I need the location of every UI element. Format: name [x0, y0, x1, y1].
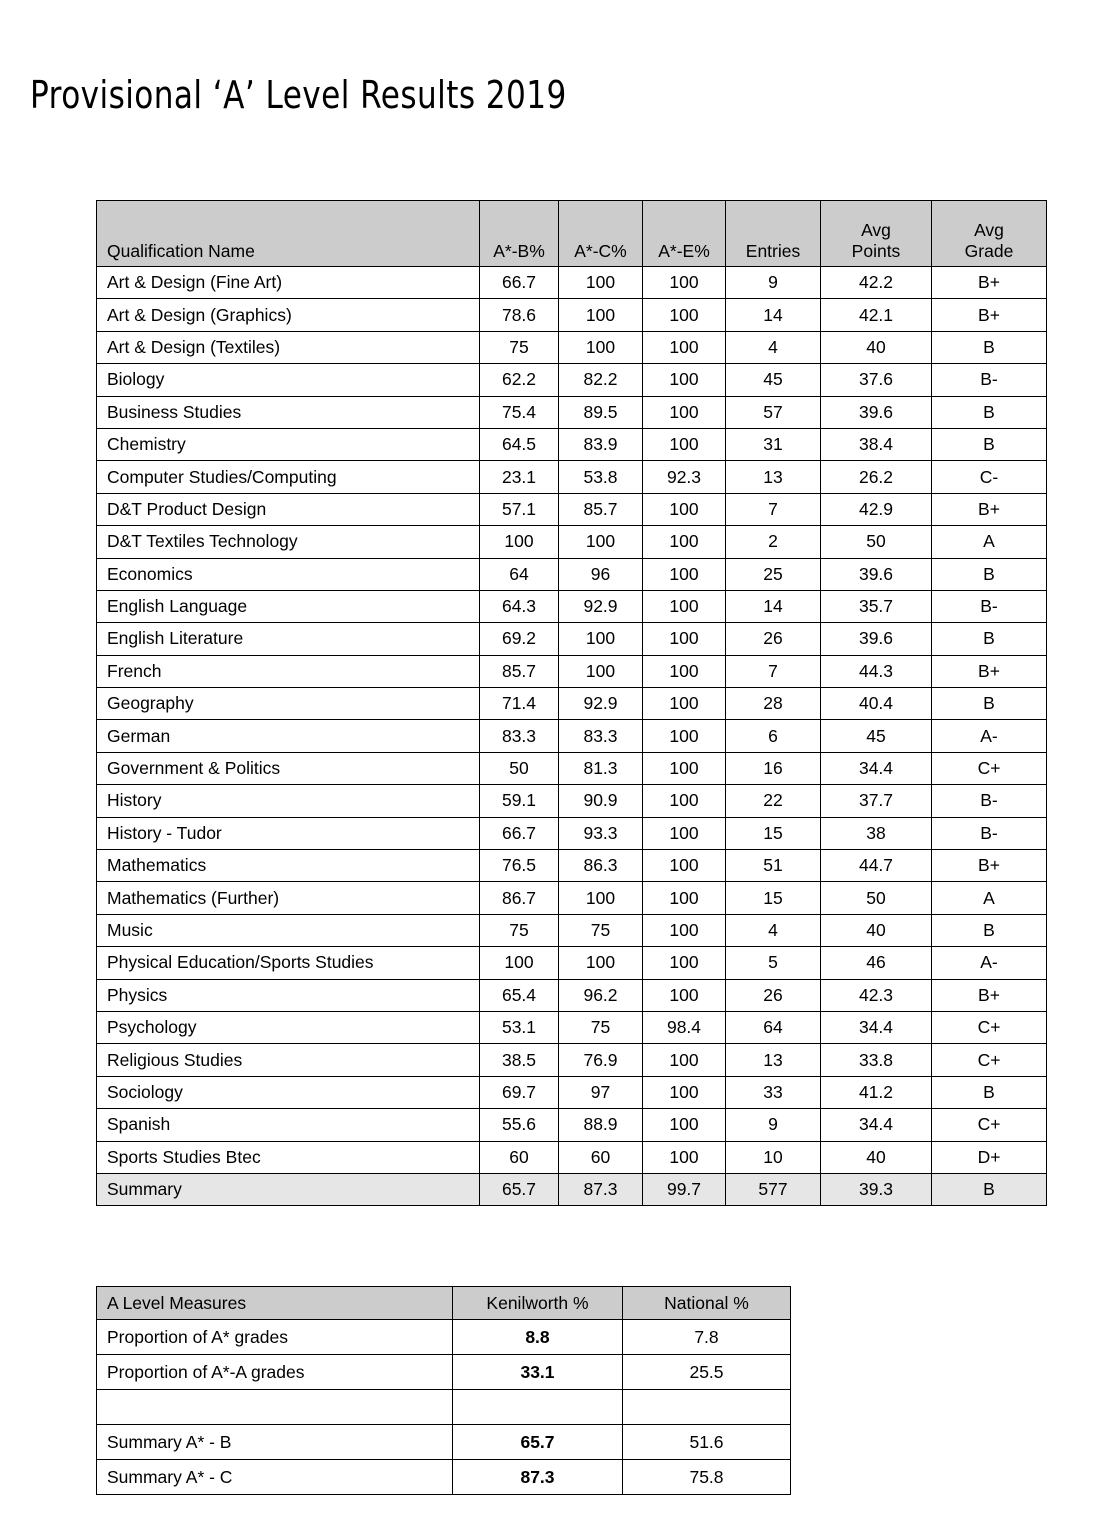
- cell-a-star-c-percent: 97: [559, 1076, 643, 1108]
- cell-qualification-name: Business Studies: [97, 396, 480, 428]
- cell-entries: 7: [726, 493, 821, 525]
- cell-qualification-name: Mathematics (Further): [97, 882, 480, 914]
- table-row: [97, 331, 1047, 363]
- table-row: [97, 1011, 1047, 1043]
- cell-entries: 9: [726, 1109, 821, 1141]
- table-row: [97, 1044, 1047, 1076]
- cell-entries: 6: [726, 720, 821, 752]
- cell-a-star-b-percent: 100: [480, 526, 559, 558]
- cell-entries: 4: [726, 331, 821, 363]
- cell-entries: 64: [726, 1011, 821, 1043]
- table-row: [97, 688, 1047, 720]
- cell-avg-grade: A: [932, 526, 1047, 558]
- column-header-a-star-e-percent: A*-E%: [643, 201, 726, 267]
- cell-measure-name: [97, 1390, 453, 1425]
- cell-a-star-e-percent: 100: [643, 364, 726, 396]
- cell-entries: 51: [726, 850, 821, 882]
- cell-a-star-c-percent: 90.9: [559, 785, 643, 817]
- cell-a-star-e-percent: 100: [643, 396, 726, 428]
- table-row: [97, 461, 1047, 493]
- cell-kenilworth-value: 87.3: [453, 1460, 623, 1495]
- cell-a-star-b-percent: 23.1: [480, 461, 559, 493]
- cell-avg-grade: C+: [932, 1011, 1047, 1043]
- cell-qualification-name: Biology: [97, 364, 480, 396]
- table-row: [97, 1355, 791, 1390]
- table-row: [97, 1425, 791, 1460]
- cell-qualification-name: Mathematics: [97, 850, 480, 882]
- cell-a-star-e-percent: 100: [643, 1044, 726, 1076]
- column-header-avg-points: [821, 201, 932, 267]
- table-row: [97, 396, 1047, 428]
- table-row: [97, 1076, 1047, 1108]
- cell-qualification-name: Physics: [97, 979, 480, 1011]
- cell-qualification-name: Art & Design (Fine Art): [97, 267, 480, 299]
- cell-entries: 4: [726, 914, 821, 946]
- cell-avg-points: 44.7: [821, 850, 932, 882]
- cell-a-star-b-percent: 60: [480, 1141, 559, 1173]
- cell-kenilworth-value: [453, 1390, 623, 1425]
- cell-avg-points: 44.3: [821, 655, 932, 687]
- cell-a-star-c-percent: 88.9: [559, 1109, 643, 1141]
- cell-avg-grade: B+: [932, 979, 1047, 1011]
- cell-avg-grade: C+: [932, 1109, 1047, 1141]
- cell-avg-grade: C-: [932, 461, 1047, 493]
- cell-qualification-name: History: [97, 785, 480, 817]
- table-row: [97, 526, 1047, 558]
- cell-a-star-e-percent: 100: [643, 428, 726, 460]
- cell-entries: 14: [726, 299, 821, 331]
- cell-avg-grade: B-: [932, 817, 1047, 849]
- cell-qualification-name: D&T Product Design: [97, 493, 480, 525]
- cell-entries: 15: [726, 817, 821, 849]
- cell-a-star-e-percent: 100: [643, 1109, 726, 1141]
- table-row: [97, 979, 1047, 1011]
- cell-a-star-c-percent: 100: [559, 655, 643, 687]
- table-row: [97, 623, 1047, 655]
- cell-avg-grade: B: [932, 558, 1047, 590]
- cell-a-star-c-percent: 100: [559, 882, 643, 914]
- cell-avg-grade: B: [932, 1173, 1047, 1205]
- cell-entries: 15: [726, 882, 821, 914]
- cell-a-star-e-percent: 100: [643, 590, 726, 622]
- cell-avg-points: 39.3: [821, 1173, 932, 1205]
- cell-entries: 13: [726, 1044, 821, 1076]
- cell-avg-grade: B+: [932, 299, 1047, 331]
- column-header-a-star-b-percent: A*-B%: [480, 201, 559, 267]
- cell-a-star-b-percent: 83.3: [480, 720, 559, 752]
- cell-a-star-e-percent: 100: [643, 493, 726, 525]
- cell-avg-grade: B-: [932, 364, 1047, 396]
- cell-a-star-e-percent: 100: [643, 882, 726, 914]
- cell-entries: 14: [726, 590, 821, 622]
- cell-a-star-c-percent: 75: [559, 914, 643, 946]
- cell-avg-grade: B: [932, 1076, 1047, 1108]
- cell-qualification-name: Sports Studies Btec: [97, 1141, 480, 1173]
- cell-a-star-e-percent: 100: [643, 947, 726, 979]
- cell-a-star-b-percent: 50: [480, 752, 559, 784]
- cell-a-star-b-percent: 64.3: [480, 590, 559, 622]
- table-row: [97, 558, 1047, 590]
- cell-a-star-b-percent: 66.7: [480, 817, 559, 849]
- table-row: [97, 267, 1047, 299]
- cell-avg-points: 42.2: [821, 267, 932, 299]
- cell-entries: 57: [726, 396, 821, 428]
- cell-a-star-c-percent: 86.3: [559, 850, 643, 882]
- cell-a-star-b-percent: 53.1: [480, 1011, 559, 1043]
- cell-kenilworth-value: 33.1: [453, 1355, 623, 1390]
- cell-national-value: 51.6: [623, 1425, 791, 1460]
- cell-a-star-b-percent: 65.4: [480, 979, 559, 1011]
- cell-entries: 16: [726, 752, 821, 784]
- cell-qualification-name: Chemistry: [97, 428, 480, 460]
- table-row: [97, 720, 1047, 752]
- table-row: [97, 428, 1047, 460]
- cell-a-star-b-percent: 100: [480, 947, 559, 979]
- cell-qualification-name: Religious Studies: [97, 1044, 480, 1076]
- cell-a-star-c-percent: 83.9: [559, 428, 643, 460]
- cell-entries: 22: [726, 785, 821, 817]
- cell-entries: 5: [726, 947, 821, 979]
- cell-entries: 33: [726, 1076, 821, 1108]
- cell-qualification-name: Spanish: [97, 1109, 480, 1141]
- cell-avg-grade: B: [932, 623, 1047, 655]
- table-row: [97, 299, 1047, 331]
- cell-avg-grade: B: [932, 428, 1047, 460]
- cell-qualification-name: Geography: [97, 688, 480, 720]
- cell-a-star-c-percent: 93.3: [559, 817, 643, 849]
- cell-a-star-e-percent: 100: [643, 785, 726, 817]
- column-header-kenilworth-percent: Kenilworth %: [453, 1287, 623, 1320]
- cell-qualification-name: German: [97, 720, 480, 752]
- cell-national-value: 25.5: [623, 1355, 791, 1390]
- table-row: [97, 947, 1047, 979]
- cell-avg-grade: B+: [932, 267, 1047, 299]
- cell-kenilworth-value: 65.7: [453, 1425, 623, 1460]
- cell-qualification-name: Computer Studies/Computing: [97, 461, 480, 493]
- cell-avg-points: 42.9: [821, 493, 932, 525]
- measures-spacer-row: [97, 1390, 791, 1425]
- cell-a-star-b-percent: 69.2: [480, 623, 559, 655]
- cell-avg-grade: B-: [932, 590, 1047, 622]
- cell-a-star-e-percent: 92.3: [643, 461, 726, 493]
- column-header-entries: Entries: [726, 201, 821, 267]
- table-row: [97, 1109, 1047, 1141]
- cell-avg-points: 42.1: [821, 299, 932, 331]
- table-row: [97, 1141, 1047, 1173]
- cell-a-star-e-percent: 100: [643, 752, 726, 784]
- cell-avg-points: 45: [821, 720, 932, 752]
- cell-a-star-c-percent: 100: [559, 331, 643, 363]
- cell-avg-grade: B: [932, 396, 1047, 428]
- cell-a-star-c-percent: 96.2: [559, 979, 643, 1011]
- avg-points-line-1: Avg: [861, 220, 891, 240]
- cell-a-star-c-percent: 76.9: [559, 1044, 643, 1076]
- cell-avg-points: 38.4: [821, 428, 932, 460]
- cell-kenilworth-value: 8.8: [453, 1320, 623, 1355]
- cell-qualification-name: Art & Design (Textiles): [97, 331, 480, 363]
- cell-a-star-b-percent: 75: [480, 331, 559, 363]
- cell-avg-points: 50: [821, 882, 932, 914]
- cell-avg-points: 34.4: [821, 752, 932, 784]
- cell-avg-points: 33.8: [821, 1044, 932, 1076]
- cell-avg-grade: C+: [932, 1044, 1047, 1076]
- cell-a-star-b-percent: 71.4: [480, 688, 559, 720]
- cell-a-star-b-percent: 75.4: [480, 396, 559, 428]
- measures-header-row: [97, 1287, 791, 1320]
- cell-a-star-b-percent: 55.6: [480, 1109, 559, 1141]
- cell-qualification-name: English Literature: [97, 623, 480, 655]
- column-header-qualification-name: Qualification Name: [97, 201, 480, 267]
- cell-avg-points: 40.4: [821, 688, 932, 720]
- cell-avg-points: 39.6: [821, 558, 932, 590]
- column-header-a-star-c-percent: A*-C%: [559, 201, 643, 267]
- cell-a-star-b-percent: 86.7: [480, 882, 559, 914]
- cell-avg-points: 26.2: [821, 461, 932, 493]
- table-row: [97, 590, 1047, 622]
- cell-entries: 9: [726, 267, 821, 299]
- cell-a-star-b-percent: 64.5: [480, 428, 559, 460]
- cell-avg-points: 40: [821, 914, 932, 946]
- table-row: [97, 493, 1047, 525]
- cell-a-star-c-percent: 87.3: [559, 1173, 643, 1205]
- cell-a-star-e-percent: 100: [643, 526, 726, 558]
- cell-a-star-c-percent: 100: [559, 623, 643, 655]
- cell-a-star-c-percent: 100: [559, 947, 643, 979]
- cell-qualification-name: Sociology: [97, 1076, 480, 1108]
- cell-qualification-name: History - Tudor: [97, 817, 480, 849]
- cell-a-star-b-percent: 59.1: [480, 785, 559, 817]
- table-row: [97, 914, 1047, 946]
- cell-entries: 25: [726, 558, 821, 590]
- cell-avg-points: 40: [821, 1141, 932, 1173]
- cell-avg-grade: B+: [932, 850, 1047, 882]
- a-level-measures-table: [96, 1286, 791, 1495]
- cell-entries: 45: [726, 364, 821, 396]
- cell-avg-grade: A-: [932, 947, 1047, 979]
- cell-a-star-c-percent: 60: [559, 1141, 643, 1173]
- cell-a-star-b-percent: 57.1: [480, 493, 559, 525]
- cell-a-star-c-percent: 96: [559, 558, 643, 590]
- cell-a-star-c-percent: 81.3: [559, 752, 643, 784]
- cell-a-star-c-percent: 92.9: [559, 688, 643, 720]
- cell-avg-points: 38: [821, 817, 932, 849]
- cell-a-star-b-percent: 78.6: [480, 299, 559, 331]
- cell-a-star-e-percent: 100: [643, 720, 726, 752]
- cell-a-star-b-percent: 75: [480, 914, 559, 946]
- cell-entries: 2: [726, 526, 821, 558]
- cell-avg-grade: D+: [932, 1141, 1047, 1173]
- cell-avg-grade: B: [932, 331, 1047, 363]
- cell-qualification-name: English Language: [97, 590, 480, 622]
- cell-a-star-c-percent: 100: [559, 526, 643, 558]
- cell-a-star-e-percent: 100: [643, 979, 726, 1011]
- cell-a-star-c-percent: 85.7: [559, 493, 643, 525]
- cell-a-star-e-percent: 100: [643, 1141, 726, 1173]
- cell-avg-grade: B: [932, 688, 1047, 720]
- cell-avg-grade: B: [932, 914, 1047, 946]
- cell-a-star-b-percent: 65.7: [480, 1173, 559, 1205]
- measures-table-container: [96, 1286, 790, 1495]
- cell-a-star-c-percent: 53.8: [559, 461, 643, 493]
- cell-avg-points: 34.4: [821, 1011, 932, 1043]
- cell-a-star-e-percent: 100: [643, 688, 726, 720]
- cell-avg-grade: B-: [932, 785, 1047, 817]
- cell-avg-points: 35.7: [821, 590, 932, 622]
- cell-avg-grade: C+: [932, 752, 1047, 784]
- measures-table-body: [97, 1320, 791, 1495]
- cell-a-star-e-percent: 100: [643, 331, 726, 363]
- measures-table-header: [97, 1287, 791, 1320]
- cell-a-star-b-percent: 85.7: [480, 655, 559, 687]
- cell-qualification-name: D&T Textiles Technology: [97, 526, 480, 558]
- cell-a-star-b-percent: 62.2: [480, 364, 559, 396]
- cell-avg-points: 42.3: [821, 979, 932, 1011]
- cell-a-star-e-percent: 98.4: [643, 1011, 726, 1043]
- cell-a-star-e-percent: 100: [643, 299, 726, 331]
- cell-a-star-e-percent: 100: [643, 914, 726, 946]
- cell-qualification-name: Physical Education/Sports Studies: [97, 947, 480, 979]
- cell-a-star-e-percent: 99.7: [643, 1173, 726, 1205]
- cell-qualification-name: Psychology: [97, 1011, 480, 1043]
- cell-entries: 31: [726, 428, 821, 460]
- column-header-a-level-measures: A Level Measures: [97, 1287, 453, 1320]
- cell-entries: 7: [726, 655, 821, 687]
- cell-a-star-c-percent: 100: [559, 299, 643, 331]
- cell-entries: 28: [726, 688, 821, 720]
- cell-avg-points: 39.6: [821, 623, 932, 655]
- column-header-avg-grade: [932, 201, 1047, 267]
- cell-a-star-e-percent: 100: [643, 623, 726, 655]
- column-header-national-percent: National %: [623, 1287, 791, 1320]
- table-row: [97, 850, 1047, 882]
- cell-entries: 26: [726, 979, 821, 1011]
- cell-a-star-c-percent: 82.2: [559, 364, 643, 396]
- cell-qualification-name: Music: [97, 914, 480, 946]
- cell-a-star-e-percent: 100: [643, 267, 726, 299]
- cell-national-value: [623, 1390, 791, 1425]
- cell-measure-name: Summary A* - B: [97, 1425, 453, 1460]
- cell-avg-points: 37.6: [821, 364, 932, 396]
- avg-grade-line-1: Avg: [974, 220, 1004, 240]
- cell-qualification-name: Art & Design (Graphics): [97, 299, 480, 331]
- avg-grade-line-2: Grade: [964, 241, 1014, 261]
- table-row: [97, 1320, 791, 1355]
- cell-avg-points: 41.2: [821, 1076, 932, 1108]
- cell-avg-grade: B+: [932, 493, 1047, 525]
- cell-avg-grade: A-: [932, 720, 1047, 752]
- cell-avg-points: 39.6: [821, 396, 932, 428]
- cell-a-star-b-percent: 66.7: [480, 267, 559, 299]
- table-row: [97, 655, 1047, 687]
- cell-avg-points: 50: [821, 526, 932, 558]
- cell-a-star-e-percent: 100: [643, 655, 726, 687]
- table-row: [97, 364, 1047, 396]
- cell-a-star-c-percent: 75: [559, 1011, 643, 1043]
- results-table-body: [97, 267, 1047, 1206]
- results-table-container: [96, 200, 1046, 1206]
- cell-a-star-b-percent: 38.5: [480, 1044, 559, 1076]
- avg-points-line-2: Points: [851, 241, 901, 261]
- cell-a-star-e-percent: 100: [643, 1076, 726, 1108]
- cell-measure-name: Summary A* - C: [97, 1460, 453, 1495]
- page-title: Provisional ‘A’ Level Results 2019: [30, 73, 567, 117]
- cell-a-star-c-percent: 92.9: [559, 590, 643, 622]
- a-level-results-table: [96, 200, 1047, 1206]
- cell-qualification-name: French: [97, 655, 480, 687]
- cell-avg-grade: B+: [932, 655, 1047, 687]
- cell-a-star-b-percent: 69.7: [480, 1076, 559, 1108]
- results-header-row: [97, 201, 1047, 267]
- cell-entries: 577: [726, 1173, 821, 1205]
- cell-measure-name: Proportion of A* grades: [97, 1320, 453, 1355]
- cell-qualification-name: Economics: [97, 558, 480, 590]
- table-row: [97, 817, 1047, 849]
- results-summary-row: [97, 1173, 1047, 1205]
- table-row: [97, 1460, 791, 1495]
- cell-a-star-c-percent: 89.5: [559, 396, 643, 428]
- cell-avg-points: 34.4: [821, 1109, 932, 1141]
- cell-a-star-b-percent: 64: [480, 558, 559, 590]
- cell-qualification-name: Government & Politics: [97, 752, 480, 784]
- results-table-header: [97, 201, 1047, 267]
- table-row: [97, 882, 1047, 914]
- cell-avg-grade: A: [932, 882, 1047, 914]
- cell-qualification-name: Summary: [97, 1173, 480, 1205]
- cell-a-star-c-percent: 100: [559, 267, 643, 299]
- cell-entries: 26: [726, 623, 821, 655]
- cell-a-star-c-percent: 83.3: [559, 720, 643, 752]
- cell-avg-points: 46: [821, 947, 932, 979]
- cell-a-star-e-percent: 100: [643, 850, 726, 882]
- cell-entries: 13: [726, 461, 821, 493]
- cell-measure-name: Proportion of A*-A grades: [97, 1355, 453, 1390]
- cell-a-star-e-percent: 100: [643, 558, 726, 590]
- cell-a-star-e-percent: 100: [643, 817, 726, 849]
- cell-avg-points: 40: [821, 331, 932, 363]
- table-row: [97, 785, 1047, 817]
- cell-national-value: 7.8: [623, 1320, 791, 1355]
- cell-entries: 10: [726, 1141, 821, 1173]
- cell-national-value: 75.8: [623, 1460, 791, 1495]
- cell-a-star-b-percent: 76.5: [480, 850, 559, 882]
- table-row: [97, 752, 1047, 784]
- cell-avg-points: 37.7: [821, 785, 932, 817]
